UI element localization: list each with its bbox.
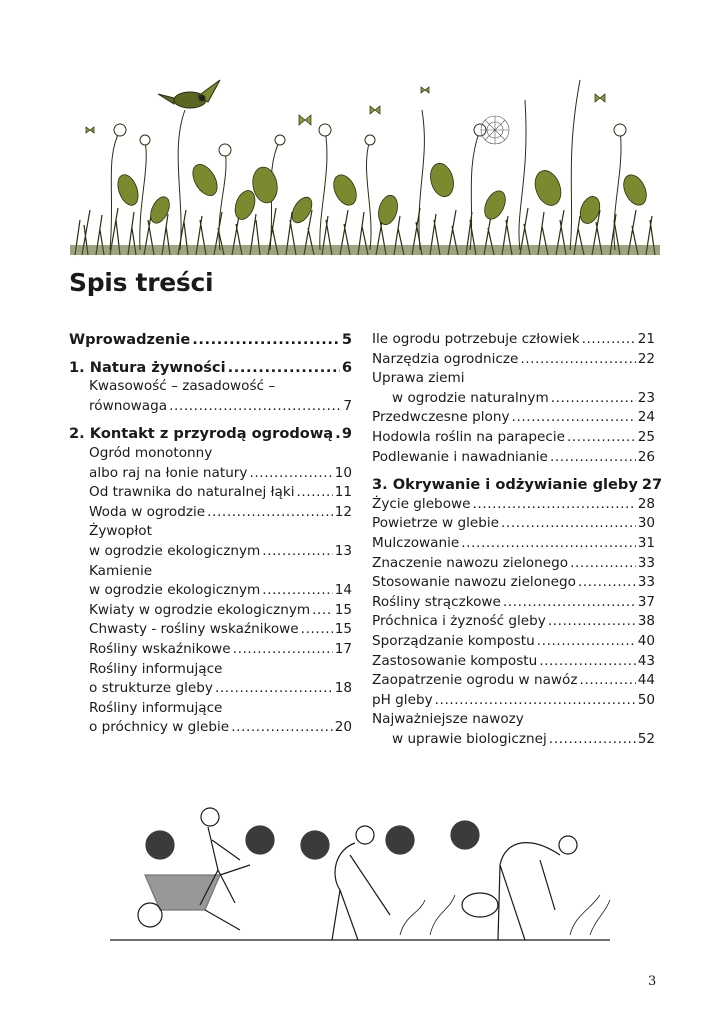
toc-leader-dots [207,503,333,523]
butterflies [86,87,605,133]
toc-entry-page: 17 [334,640,352,657]
garden-plants [400,895,610,935]
toc-entry-page: 31 [637,534,655,551]
toc-leader-dots [578,573,636,593]
toc-entry[interactable] [372,710,655,730]
toc-leader-dots [512,408,636,428]
toc-leader-dots [461,534,635,554]
toc-entry[interactable] [69,660,352,680]
toc-entry-label: Kwasowość – zasadowość – [89,378,276,395]
toc-leader-dots [335,424,340,444]
toc-leader-dots [539,652,635,672]
toc-entry-page: 6 [341,358,352,376]
spider-web [481,116,509,144]
toc-entry[interactable] [69,562,352,582]
toc-entry-label: Kwiaty w ogrodzie ekologicznym [89,601,311,618]
toc-leader-dots [262,581,332,601]
toc-entry-label: Uprawa ziemi [372,370,465,387]
toc-leader-dots [435,691,636,711]
toc-entry-label: Od trawnika do naturalnej łąki [89,484,295,501]
toc-entry-label: Hodowla roślin na parapecie [372,428,565,445]
toc-entry-label: Rośliny strączkowe [372,593,501,610]
toc-leader-dots [249,464,332,484]
toc-left-column [69,330,352,738]
toc-entry-label: 1. Natura żywności [69,358,226,376]
toc-entry[interactable] [69,542,352,562]
toc-entry-page: 11 [334,484,352,501]
gardener-two [332,826,390,940]
toc-entry-label: Chwasty - rośliny wskaźnikowe [89,621,299,638]
grass-base [70,245,660,255]
toc-entry[interactable] [69,330,352,350]
flower-heads [114,124,626,156]
toc-leader-dots [169,397,341,417]
toc-entry-page: 43 [637,652,655,669]
gardeners-illustration [100,795,620,955]
toc-right-column [372,330,663,749]
toc-leader-dots [228,358,340,378]
toc-entry[interactable] [372,593,655,613]
toc-entry-label: Rośliny wskaźnikowe [89,640,231,657]
toc-entry-label: Ogród monotonny [89,444,213,461]
toc-entry[interactable] [69,503,352,523]
toc-leader-dots [231,718,333,738]
toc-leader-dots [233,640,333,660]
toc-entry[interactable] [372,448,655,468]
toc-entry[interactable] [69,424,352,444]
toc-entry-label: Powietrze w glebie [372,515,500,532]
toc-leader-dots [473,495,636,515]
toc-entry[interactable] [372,612,655,632]
toc-entry[interactable] [372,428,655,448]
toc-entry-label: 2. Kontakt z przyrodą ogrodową [69,425,334,443]
toc-entry-page: 10 [334,464,352,481]
toc-entry-page: 33 [637,554,655,571]
toc-entry[interactable] [69,464,352,484]
toc-entry[interactable] [69,581,352,601]
toc-leader-dots [262,542,332,562]
toc-leader-dots [570,554,636,574]
toc-entry[interactable] [69,620,352,640]
toc-entry[interactable] [372,389,655,409]
toc-entry-page: 18 [334,680,352,697]
toc-entry-page: 7 [343,397,352,414]
toc-entry-label: Przedwczesne plony [372,409,510,426]
toc-entry-page: 50 [637,691,655,708]
gardener-three [462,836,577,940]
toc-entry[interactable] [69,377,352,397]
toc-entry[interactable] [69,640,352,660]
toc-entry-label: pH gleby [372,691,433,708]
toc-leader-dots [548,612,636,632]
toc-leader-dots [501,514,636,534]
toc-entry-page: 15 [334,621,352,638]
toc-entry-label: 3. Okrywanie i odżywianie gleby [372,476,638,494]
toc-leader-dots [296,483,332,503]
toc-entry-page: 23 [637,389,655,406]
toc-entry[interactable] [372,632,655,652]
toc-entry[interactable] [69,358,352,378]
toc-leader-dots [567,428,636,448]
toc-entry-label: Sporządzanie kompostu [372,632,535,649]
toc-entry[interactable] [372,475,663,495]
toc-entry-page: 9 [341,425,352,443]
toc-entry[interactable] [372,691,655,711]
toc-leader-dots [301,620,333,640]
toc-entry[interactable] [69,679,352,699]
toc-entry-label: Mulczowanie [372,534,460,551]
toc-entry-label: o próchnicy w glebie [89,719,230,736]
toc-entry-page: 15 [334,601,352,618]
toc-entry-label: Rośliny informujące [89,699,223,716]
toc-entry-label: Próchnica i żyzność gleby [372,613,546,630]
toc-entry-page: 26 [637,448,655,465]
page-title: Spis treści [69,268,214,297]
toc-entry-label: Zaopatrzenie ogrodu w nawóz [372,672,578,689]
toc-entry-label: w ogrodzie naturalnym [392,389,549,406]
toc-entry-page: 21 [637,331,655,347]
toc-entry-label: równowaga [89,397,168,414]
toc-entry-page: 24 [637,409,655,426]
toc-leader-dots [549,730,636,750]
toc-entry-label: Najważniejsze nawozy [372,711,524,728]
bird-illustration [158,80,220,108]
toc-leader-dots [551,389,636,409]
leaves [114,160,651,227]
toc-entry[interactable] [372,730,655,750]
toc-entry-page: 30 [637,515,655,532]
toc-leader-dots [520,350,635,370]
toc-leader-dots [582,330,636,350]
toc-entry[interactable] [69,397,352,417]
toc-leader-dots [312,601,333,621]
toc-entry[interactable] [69,444,352,464]
toc-entry-label: Stosowanie nawozu zielonego [372,574,576,591]
toc-entry-label: Życie glebowe [372,495,471,512]
toc-entry-page: 5 [341,331,352,348]
toc-entry-page: 14 [334,582,352,599]
toc-entry-page: 37 [637,593,655,610]
toc-entry-label: w ogrodzie ekologicznym [89,582,261,599]
toc-entry-page: 40 [637,632,655,649]
toc-entry[interactable] [372,573,655,593]
toc-entry-label: albo raj na łonie natury [89,464,248,481]
toc-entry[interactable] [372,408,655,428]
toc-entry[interactable] [69,718,352,738]
toc-entry-label: Wprowadzenie [69,331,191,348]
toc-leader-dots [192,330,340,350]
toc-entry[interactable] [372,514,655,534]
toc-entry[interactable] [372,534,655,554]
toc-entry-label: Ile ogrodu potrzebuje człowiek [372,331,580,347]
toc-entry-label: Woda w ogrodzie [89,503,206,520]
toc-entry-page: 13 [334,542,352,559]
toc-leader-dots [215,679,333,699]
toc-entry-label: w ogrodzie ekologicznym [89,542,261,559]
toc-entry-page: 27 [641,476,663,494]
page-number: 3 [648,974,657,989]
toc-entry[interactable] [372,350,655,370]
meadow-illustration [70,70,660,260]
toc-entry-label: o strukturze gleby [89,680,213,697]
wheelbarrow [138,865,250,930]
toc-entry[interactable] [69,699,352,719]
toc-entry[interactable] [372,495,655,515]
toc-entry[interactable] [372,369,655,389]
toc-entry-label: Kamienie [89,562,153,579]
toc-entry-label: w uprawie biologicznej [392,730,547,747]
toc-entry-label: Zastosowanie kompostu [372,652,538,669]
toc-leader-dots [503,593,636,613]
bushes [146,821,479,859]
toc-entry[interactable] [372,330,655,350]
toc-entry-label: Znaczenie nawozu zielonego [372,554,569,571]
toc-entry[interactable] [69,601,352,621]
toc-entry-page: 22 [637,350,655,367]
toc-entry[interactable] [372,554,655,574]
toc-leader-dots [550,448,636,468]
toc-entry-page: 33 [637,574,655,591]
toc-entry-page: 38 [637,613,655,630]
toc-entry-label: Rośliny informujące [89,660,223,677]
toc-entry-label: Narzędzia ogrodnicze [372,350,519,367]
toc-entry-label: Podlewanie i nawadnianie [372,448,548,465]
toc-entry-page: 44 [637,672,655,689]
toc-entry[interactable] [69,522,352,542]
toc-entry[interactable] [372,671,655,691]
toc-entry[interactable] [69,483,352,503]
toc-entry-page: 12 [334,503,352,520]
toc-entry-page: 25 [637,428,655,445]
toc-leader-dots [537,632,636,652]
toc-entry-page: 28 [637,495,655,512]
toc-leader-dots [580,671,636,691]
toc-entry[interactable] [372,652,655,672]
toc-entry-label: Żywopłot [89,523,152,540]
toc-entry-page: 52 [637,730,655,747]
toc-entry-page: 20 [334,719,352,736]
